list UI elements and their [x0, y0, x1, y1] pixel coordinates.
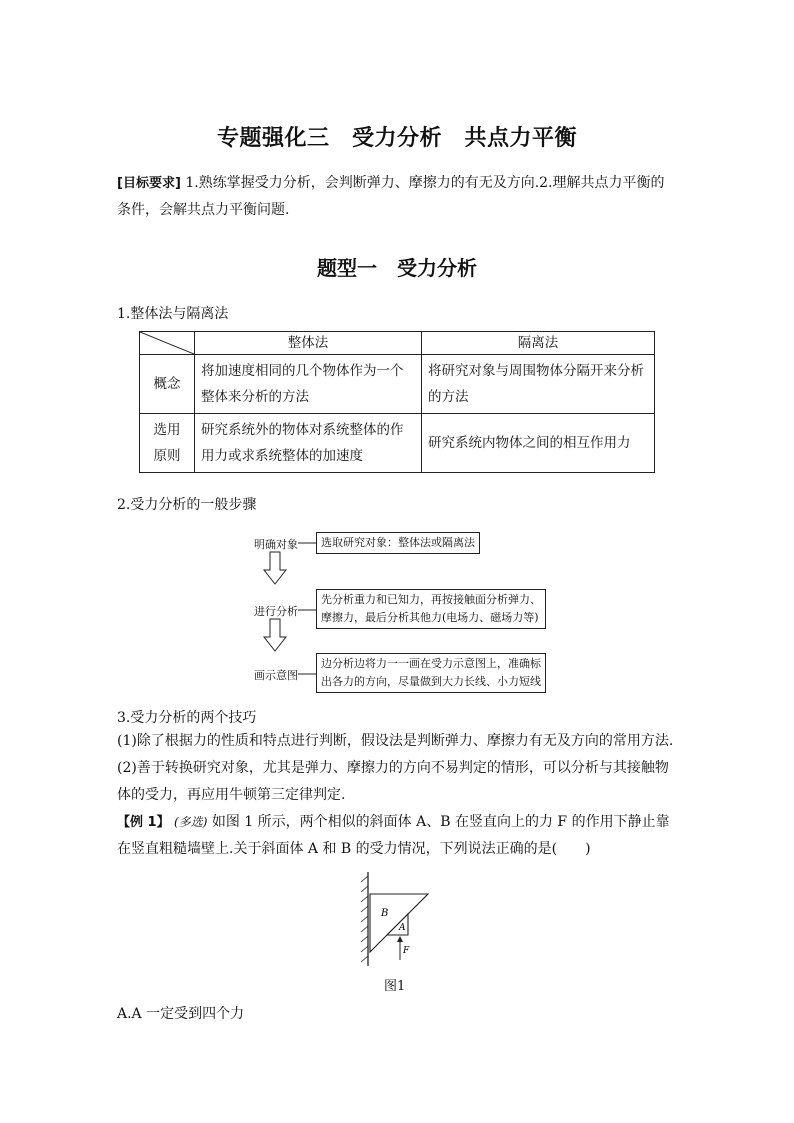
row-label: [140, 414, 195, 473]
row-label: 概念: [140, 355, 195, 414]
table-cell: 研究系统内物体之间的相互作用力: [422, 414, 655, 473]
flow-box-line: 先分析重力和已知力，再按接触面分析弹力、: [321, 593, 541, 606]
table-corner-cell: [140, 332, 195, 355]
flow-step-box: [316, 653, 546, 693]
example-paragraph: [117, 809, 677, 863]
label-b: B: [381, 908, 389, 919]
option-a: A.A 一定受到四个力: [117, 1006, 245, 1022]
objective-text: 1.熟练掌握受力分析，会判断弹力、摩擦力的有无及方向.2.理解共点力平衡的条件，会解共点力平衡问题.: [117, 175, 665, 218]
figure-caption: 图1: [384, 979, 406, 994]
tip-2: (2)善于转换研究对象，尤其是弹力、摩擦力的方向不易判定的情形，可以分析与其接触物体的受力，再应用牛顿第三定律判定.: [117, 760, 669, 803]
flow-box-line: 出各力的方向，尽量做到大力长线、小力短线: [321, 675, 541, 688]
flow-step-box: 选取研究对象：整体法或隔离法: [316, 532, 480, 554]
example-multi-tag: (多选): [174, 815, 208, 829]
item1-heading: 1.整体法与隔离法: [117, 306, 229, 322]
flow-step-box: [316, 589, 546, 629]
example-text: 如图 1 所示，两个相似的斜面体 A、B 在竖直向上的力 F 的作用下静止靠在竖直粗糙墙壁上.关于斜面体 A 和 B 的受力情况，下列说法正确的是( ): [117, 814, 670, 857]
table-cell: 研究系统外的物体对系统整体的作用力或求系统整体的加速度: [195, 414, 422, 473]
table-cell: 将加速度相同的几个物体作为一个整体来分析的方法: [195, 355, 422, 414]
flow-box-line: 摩擦力，最后分析其他力(电场力、磁场力等): [321, 611, 539, 624]
item3-heading: 3.受力分析的两个技巧: [117, 710, 257, 726]
tip-1: (1)除了根据力的性质和特点进行判断，假设法是判断弹力、摩擦力有无及方向的常用方法.: [117, 733, 674, 749]
table-row: [140, 414, 655, 473]
table-header-row: [140, 332, 655, 355]
section-heading: 题型一 受力分析: [317, 256, 477, 280]
objective-paragraph: [117, 170, 677, 224]
flow-step-label: 明确对象: [254, 538, 298, 551]
flow-step-label: 画示意图: [254, 669, 298, 682]
column-header-whole: 整体法: [195, 332, 422, 355]
column-header-isolate: 隔离法: [422, 332, 655, 355]
item2-heading: 2.受力分析的一般步骤: [117, 497, 257, 513]
wall-hatch: [361, 876, 368, 962]
label-a: A: [399, 923, 406, 933]
comparison-table: [139, 331, 655, 473]
example-tag: 【例 1】: [117, 815, 170, 830]
flow-step-label: 进行分析: [254, 605, 298, 618]
table-row: [140, 355, 655, 414]
row-label-line: 原则: [153, 448, 181, 464]
row-label-line: 选用: [153, 422, 181, 438]
force-arrowhead: [397, 936, 403, 942]
objective-tag: [目标要求]: [117, 176, 181, 191]
figure-1: [355, 870, 435, 970]
diagonal-line: [140, 332, 194, 354]
label-f: F: [403, 946, 410, 956]
flow-box-line: 边分析边将力一一画在受力示意图上，准确标: [321, 657, 541, 670]
page-title: 专题强化三 受力分析 共点力平衡: [216, 125, 577, 151]
table-cell: 将研究对象与周围物体分隔开来分析的方法: [422, 355, 655, 414]
